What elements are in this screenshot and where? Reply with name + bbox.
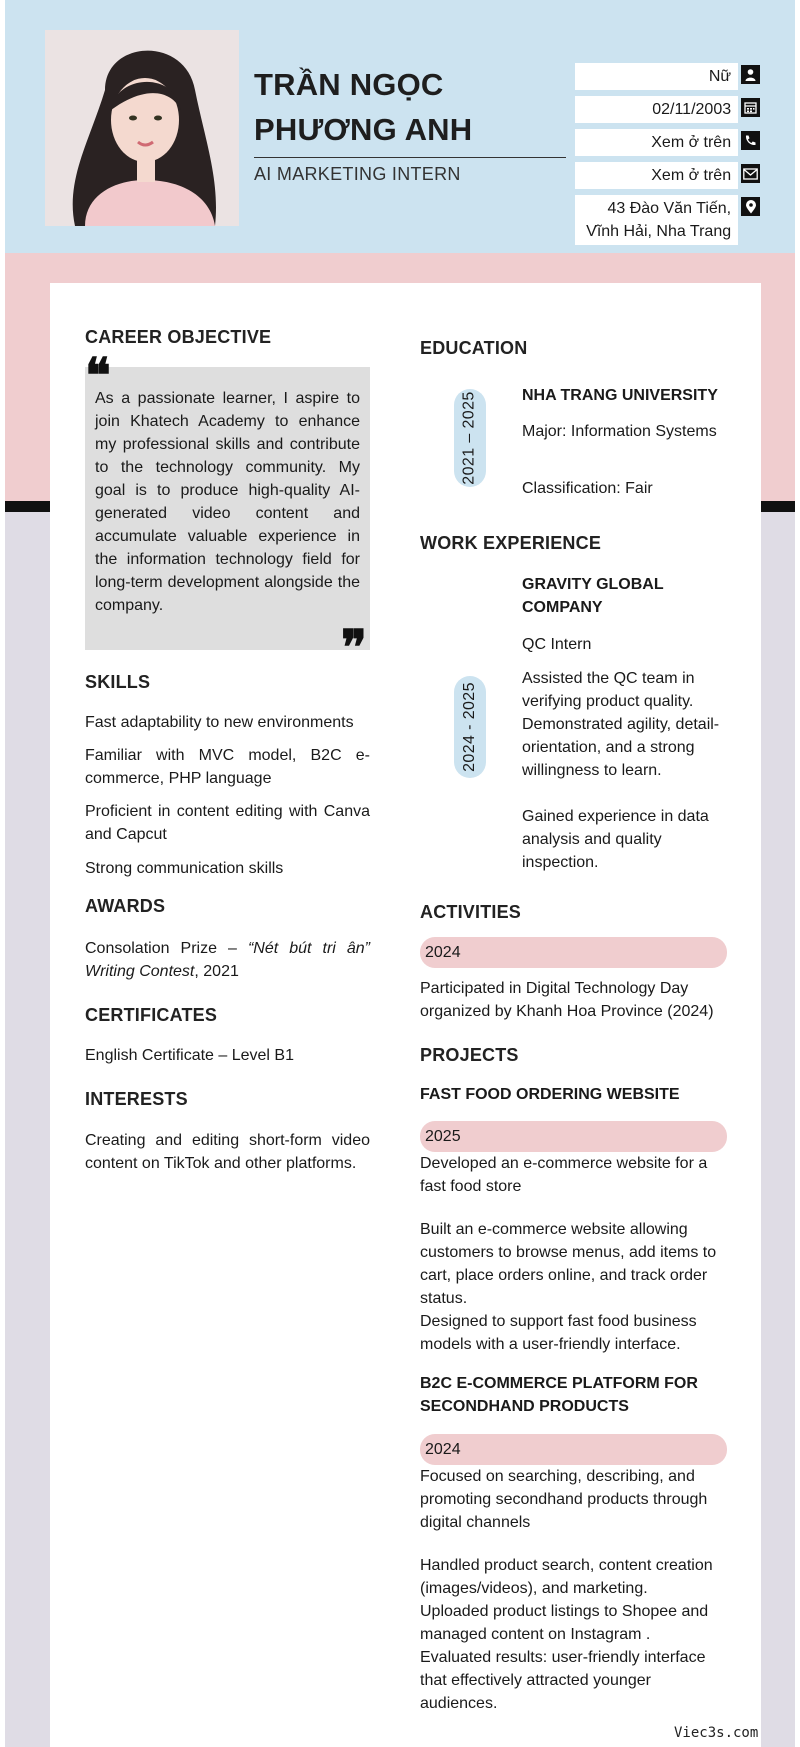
awards-heading: AWARDS bbox=[85, 896, 166, 916]
projects-heading: PROJECTS bbox=[420, 1045, 519, 1065]
info-phone-value: Xem ở trên bbox=[575, 129, 738, 156]
name-divider bbox=[254, 157, 566, 158]
info-email bbox=[575, 162, 760, 189]
certificates-heading: CERTIFICATES bbox=[85, 1005, 218, 1025]
profile-photo bbox=[45, 30, 239, 226]
work-period: 2024 - 2025 bbox=[461, 682, 478, 772]
project-summary: Focused on searching, describing, and promoting secondhand products through digital channels bbox=[420, 1468, 708, 1531]
work-description: Assisted the QC team in verifying product quality. Demonstrated agility, detail-orientation, and a strong willingness to learn. bbox=[522, 670, 720, 779]
quote-open-icon: ❝ bbox=[85, 348, 111, 404]
candidate-name: TRẦN NGỌC PHƯƠNG ANH bbox=[254, 67, 473, 147]
project-details: Built an e-commerce website allowing customers to browse menus, add items to cart, place orders online, and track order status. bbox=[420, 1221, 717, 1307]
interests-text: Creating and editing short-form video content on TikTok and other platforms. bbox=[85, 1132, 370, 1172]
info-phone bbox=[575, 129, 760, 156]
education-period-pill bbox=[454, 389, 486, 487]
cv-page bbox=[5, 0, 795, 1747]
education-classification: Classification: Fair bbox=[522, 480, 653, 497]
skill-item: Strong communication skills bbox=[85, 860, 284, 877]
work-period-pill bbox=[454, 676, 486, 778]
project-details: Handled product search, content creation (images/videos), and marketing. bbox=[420, 1557, 713, 1597]
info-address-value: 43 Đào Văn Tiến, Vĩnh Hải, Nha Trang bbox=[575, 195, 738, 245]
watermark: Viec3s.com bbox=[674, 1725, 759, 1741]
project-details-2: Designed to support fast food business models with a user-friendly interface. bbox=[420, 1313, 697, 1353]
work-heading: WORK EXPERIENCE bbox=[420, 533, 602, 553]
activities-heading: ACTIVITIES bbox=[420, 902, 522, 922]
career-objective-text: As a passionate learner, I aspire to join Khatech Academy to enhance my professional skills and contribute to the technology community. My goal is to produce high-quality AI-generated video content and accumulate valuable experience in the information technology field for long-term development alongside the company. bbox=[85, 367, 370, 650]
award-suffix: , 2021 bbox=[194, 963, 239, 980]
info-email-value: Xem ở trên bbox=[575, 162, 738, 189]
content-card bbox=[50, 283, 761, 1747]
project-details-2: Uploaded product listings to Shopee and managed content on Instagram . bbox=[420, 1603, 709, 1643]
work-position: QC Intern bbox=[522, 636, 592, 653]
education-major: Major: Information Systems bbox=[522, 423, 717, 440]
project-title: B2C E-COMMERCE PLATFORM FOR SECONDHAND PRODUCTS bbox=[420, 1375, 698, 1415]
project-year: 2024 bbox=[420, 1434, 727, 1465]
award-prefix: Consolation Prize – bbox=[85, 940, 248, 957]
skill-item: Fast adaptability to new environments bbox=[85, 714, 354, 731]
info-gender-value: Nữ bbox=[575, 63, 738, 90]
candidate-role: AI MARKETING INTERN bbox=[254, 164, 461, 184]
project-year: 2025 bbox=[420, 1121, 727, 1152]
info-gender bbox=[575, 63, 760, 90]
project-details-3: Evaluated results: user-friendly interface that effectively attracted younger audiences. bbox=[420, 1649, 706, 1712]
award-item bbox=[85, 937, 370, 983]
info-address bbox=[575, 195, 760, 245]
skill-item: Proficient in content editing with Canva and Capcut bbox=[85, 803, 370, 843]
activity-year: 2024 bbox=[420, 937, 727, 968]
phone-icon bbox=[741, 131, 760, 150]
certificate-item: English Certificate – Level B1 bbox=[85, 1047, 294, 1064]
work-description-2: Gained experience in data analysis and quality inspection. bbox=[522, 808, 709, 871]
education-period: 2021 – 2025 bbox=[461, 391, 479, 485]
quote-close-icon: ❞ bbox=[341, 620, 367, 676]
award-title: “Nét bút tri ân” Writing Contest bbox=[85, 940, 371, 980]
mail-icon bbox=[741, 164, 760, 183]
company-name: GRAVITY GLOBAL COMPANY bbox=[522, 576, 664, 616]
skill-item: Familiar with MVC model, B2C e-commerce, PHP language bbox=[85, 747, 370, 787]
activity-text: Participated in Digital Technology Day organized by Khanh Hoa Province (2024) bbox=[420, 980, 714, 1020]
education-heading: EDUCATION bbox=[420, 338, 528, 358]
project-title: FAST FOOD ORDERING WEBSITE bbox=[420, 1086, 680, 1103]
skills-heading: SKILLS bbox=[85, 672, 151, 692]
interests-heading: INTERESTS bbox=[85, 1089, 188, 1109]
info-birthday-value: 02/11/2003 bbox=[575, 96, 738, 123]
career-heading: CAREER OBJECTIVE bbox=[85, 327, 272, 347]
school-name: NHA TRANG UNIVERSITY bbox=[522, 387, 718, 404]
calendar-icon bbox=[741, 98, 760, 117]
location-icon bbox=[741, 197, 760, 216]
user-icon bbox=[741, 65, 760, 84]
info-birthday bbox=[575, 96, 760, 123]
project-summary: Developed an e-commerce website for a fast food store bbox=[420, 1155, 708, 1195]
